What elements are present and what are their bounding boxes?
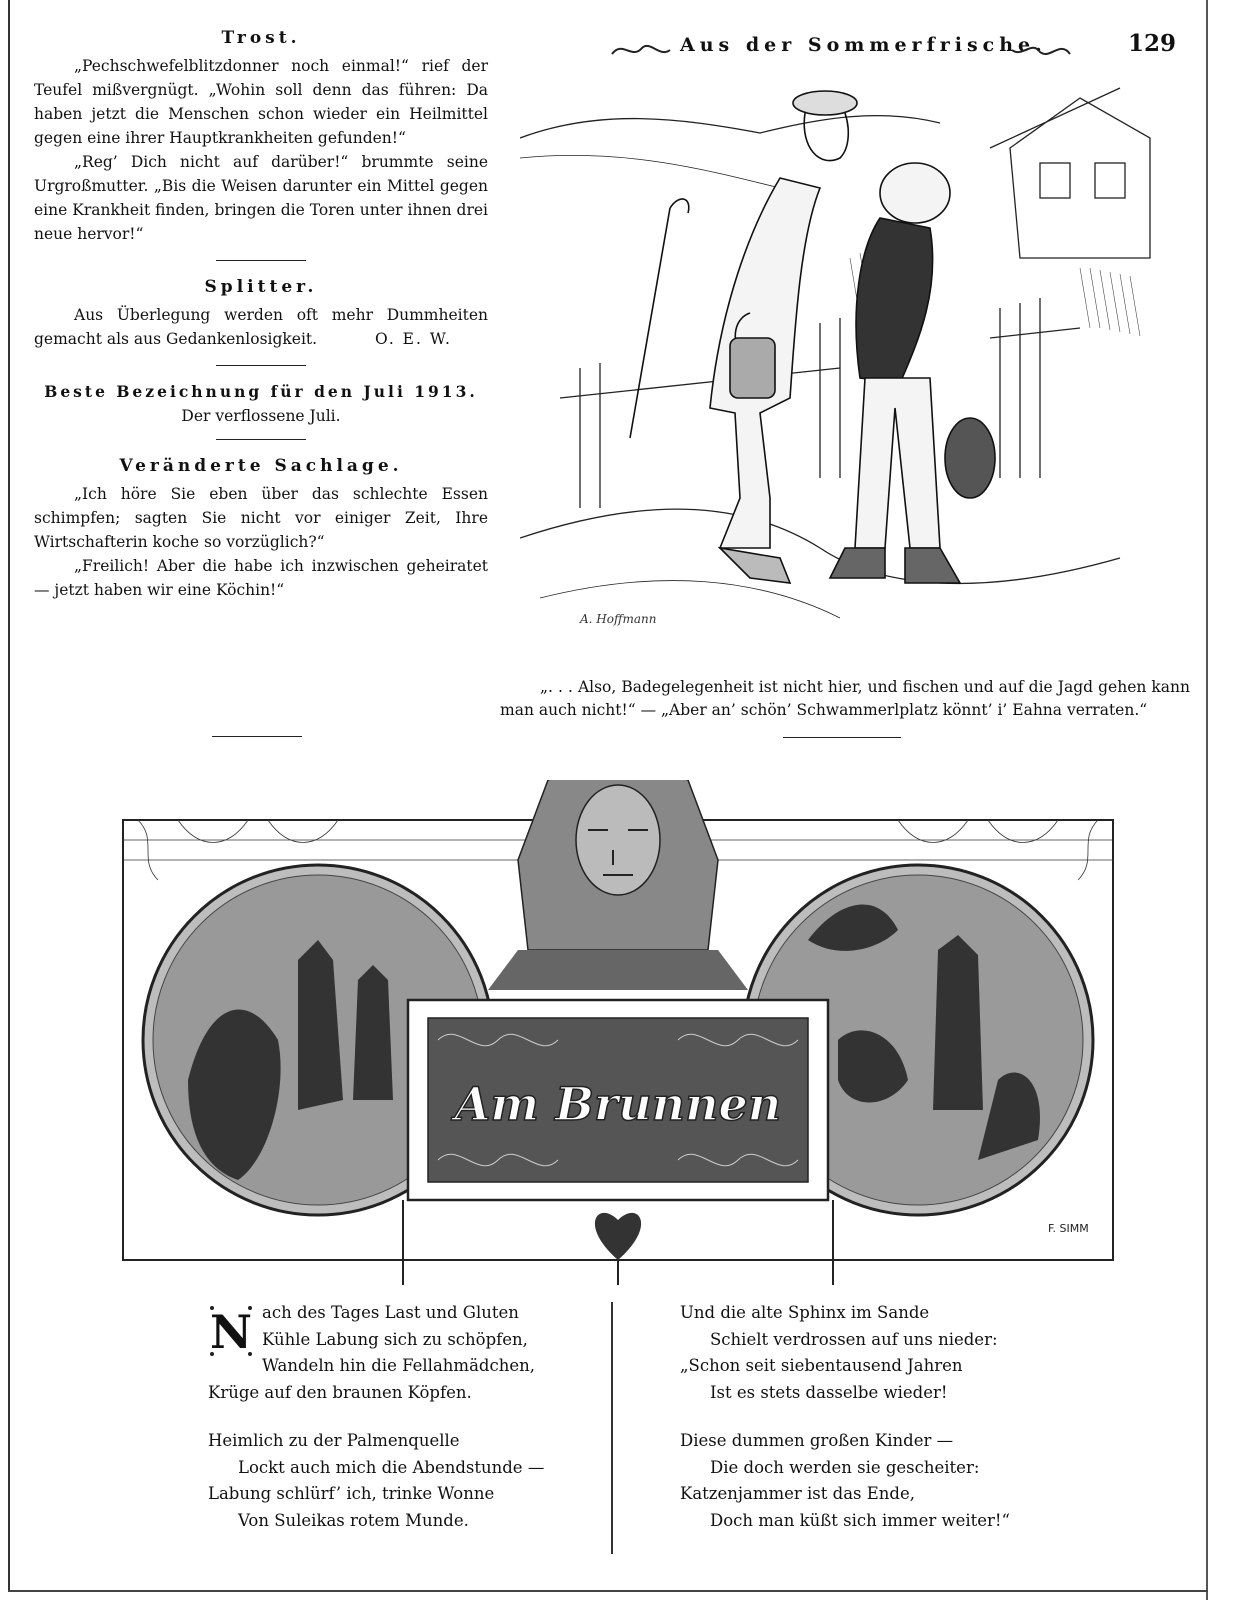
poem-divider <box>611 1302 613 1554</box>
poem-line: Heimlich zu der Palmenquelle <box>208 1431 460 1450</box>
illustration-title: Am Brunnen <box>454 1077 782 1131</box>
sachlage-paragraph-2: „Freilich! Aber die habe ich inzwischen geheiratet — jetzt haben wir eine Köchin!“ <box>34 557 488 599</box>
frame-line-left <box>8 0 10 790</box>
section-divider <box>216 439 306 440</box>
poem-line: Diese dummen großen Kinder — <box>680 1431 954 1450</box>
poem-line: Ist es stets dasselbe wieder! <box>710 1382 948 1402</box>
poem-line: Labung schlürf’ ich, trinke Wonne <box>208 1484 495 1503</box>
trost-paragraph-1: „Pechschwefelblitzdonner noch einmal!“ rief der Teufel mißvergnügt. „Wohin soll denn das führen: Da haben jetzt die Menschen schon wieder ein Heilmittel gegen eine ihrer Hauptkrankheiten gefunden!“ <box>34 57 488 147</box>
poem-line: Katzenjammer ist das Ende, <box>680 1484 915 1503</box>
splitter-title: Splitter. <box>204 277 318 297</box>
trost-paragraph-2: „Reg’ Dich nicht auf darüber!“ brummte seine Urgroßmutter. „Bis die Weisen darunter ein Mittel gegen eine Krankheit finden, bringen die Toren unter ihnen drei neue hervor!“ <box>34 153 488 243</box>
cartoon-caption: „. . . Also, Badegelegenheit ist nicht hier, und fischen und auf die Jagd gehen kann man auch nicht!“ — „Aber an’ schön’ Schwammerlplatz könnt’ i’ Eahna verraten.“ <box>500 677 1190 719</box>
poem-line: Doch man küßt sich immer weiter!“ <box>710 1510 1010 1530</box>
svg-text:N: N <box>209 1305 253 1359</box>
frame-line-bottom <box>8 1590 1208 1592</box>
splitter-body: Aus Überlegung werden oft mehr Dummheiten gemacht als aus Gedankenlosigkeit. <box>34 306 488 348</box>
cartoon-illustration <box>520 78 1190 643</box>
section-divider <box>216 260 306 261</box>
left-column <box>34 28 488 602</box>
section-divider <box>212 736 302 737</box>
trost-title: Trost. <box>221 28 301 48</box>
juli-text: Der verflossene Juli. <box>181 407 341 425</box>
poem-line: Die doch werden sie gescheiter: <box>710 1457 980 1477</box>
section-divider <box>216 365 306 366</box>
cartoon-signature: A. Hoffmann <box>580 612 657 626</box>
section-divider <box>783 737 901 738</box>
sachlage-paragraph-1: „Ich höre Sie eben über das schlechte Essen schimpfen; sagten Sie nicht vor einiger Zeit, Ihre Wirtschafterin koche so vorzüglich?“ <box>34 485 488 551</box>
juli-title: Beste Bezeichnung für den Juli 1913. <box>44 382 478 401</box>
poem-line: Krüge auf den braunen Köpfen. <box>208 1382 472 1402</box>
sachlage-title: Veränderte Sachlage. <box>119 456 403 476</box>
poem-left-column <box>208 1300 544 1534</box>
poem-line: „Schon seit siebentausend Jahren <box>680 1356 963 1375</box>
poem-line: Wandeln hin die Fellahmädchen, <box>262 1356 535 1375</box>
poem-line: Kühle Labung sich zu schöpfen, <box>262 1329 528 1349</box>
poem-right-column <box>680 1300 1010 1534</box>
brunnen-illustration <box>118 780 1118 1300</box>
page-header-title: Aus der Sommerfrische. <box>680 34 1047 56</box>
splitter-signature: O. E. W. <box>375 330 452 348</box>
header-ornament-left <box>610 40 672 60</box>
splitter-text <box>34 303 488 351</box>
frame-line-left-lower <box>8 790 10 1592</box>
poem-line: Schielt verdrossen auf uns nieder: <box>710 1329 998 1349</box>
poem-line: ach des Tages Last und Gluten <box>262 1303 519 1322</box>
header-ornament-right <box>1010 40 1072 60</box>
page-header <box>610 30 1198 70</box>
frame-line-right <box>1206 0 1208 1600</box>
poem-line: Von Suleikas rotem Munde. <box>238 1510 469 1530</box>
poem-line: Lockt auch mich die Abendstunde — <box>238 1457 545 1477</box>
illustration-signature: F. SIMM <box>1048 1222 1089 1235</box>
page-number: 129 <box>1127 30 1176 57</box>
poem-line: Und die alte Sphinx im Sande <box>680 1303 930 1322</box>
